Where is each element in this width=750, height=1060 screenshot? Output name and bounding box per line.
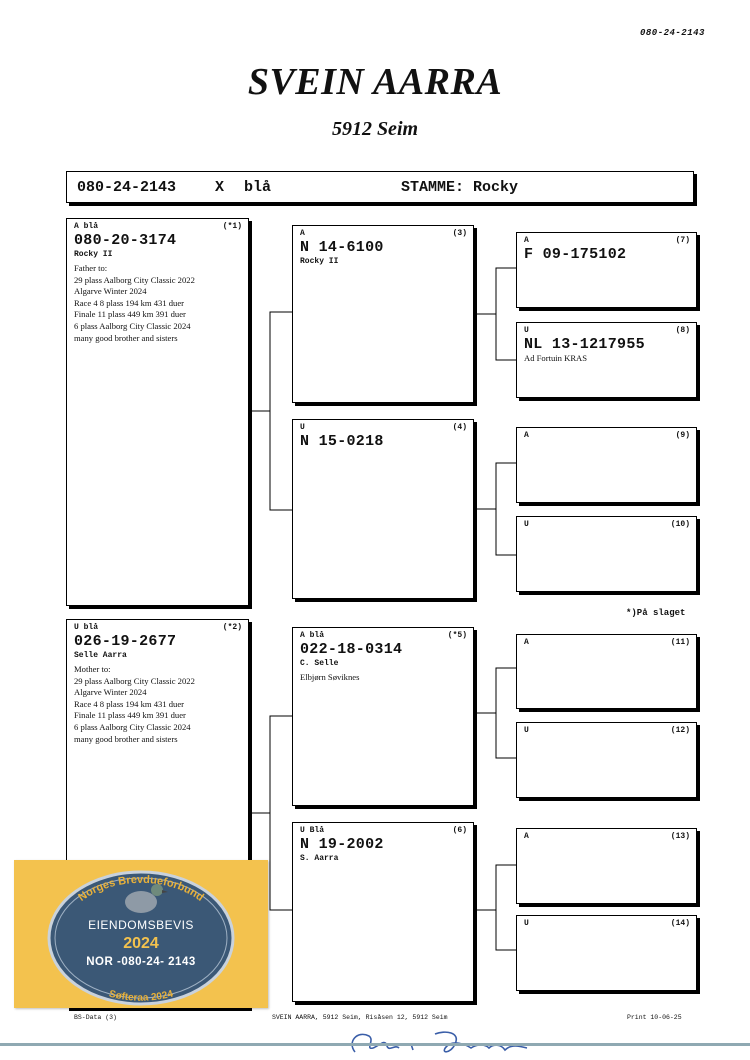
bird-sex-color: U Blå [300,826,325,835]
owner-address: 5912 Seim [331,118,419,140]
pedigree-box-13 [516,828,697,904]
bird-reference: (7) [675,236,690,245]
pedigree-box-sire [66,218,249,606]
ownership-sticker [14,860,268,1008]
pedigree-box-12 [516,722,697,798]
bird-sex-color: A [524,638,529,647]
bird-reference: (8) [675,326,690,335]
bird-info: Ad Fortuin KRAS [524,353,588,363]
bird-sex-color: A [524,431,529,440]
bird-reference: (12) [670,726,690,735]
bird-name: Rocky II [300,257,339,266]
bird-sex-color: U blå [74,623,99,632]
bird-sex-color: U [524,726,529,735]
bird-name: Selle Aarra [74,651,127,660]
sticker-ring-number: NOR -080-24- 2143 [86,956,196,968]
signature-image [335,1024,535,1060]
footer-software: BS-Data (3) [74,1014,117,1021]
bird-ring-number: N 15-0218 [300,433,384,450]
sticker-bottom-text: Søfteraa 2024 [107,988,175,1004]
bird-reference: (*2) [222,623,242,632]
bird-sex-color: A [524,832,529,841]
bird-reference: (*1) [222,222,242,231]
bird-sex-color: A [300,229,305,238]
pedigree-box-4 [292,419,474,599]
bird-reference: (4) [452,423,467,432]
bird-reference: (3) [452,229,467,238]
bird-reference: (6) [452,826,467,835]
bird-reference: (*5) [447,631,467,640]
bird-reference: (11) [670,638,690,647]
pedigree-box-10 [516,516,697,592]
bird-sex-color: U [524,919,529,928]
document-code: 080-24-2143 [640,28,705,38]
sticker-year: 2024 [123,935,159,952]
bird-ring-number: N 19-2002 [300,836,384,853]
sticker-title: EIENDOMSBEVIS [88,918,194,932]
bird-ring-number: NL 13-1217955 [524,336,645,353]
bird-reference: (14) [670,919,690,928]
header-color: blå [244,179,272,196]
bird-ring-number: F 09-175102 [524,246,627,263]
pedigree-box-5 [292,627,474,806]
bird-reference: (9) [675,431,690,440]
pedigree-box-14 [516,915,697,991]
bird-info: Elbjørn Søviknes [300,672,360,682]
pedigree-box-3 [292,225,474,403]
bird-info: Mother to: 29 plass Aalborg City Classic 2022 Algarve Winter 2024 Race 4 8 plass 194 km 431 duer Finale 11 plass 449 km 391 duer 6 plass Aalborg City Classic 2024 many good brother and sisters [74,664,195,744]
footer-print-date: Print 10-06-25 [627,1014,682,1021]
header-cross-symbol: X [215,179,225,196]
bird-sex-color: U [524,520,529,529]
bird-name: C. Selle [300,659,339,668]
sticker-org: Norges Brevdueforbund [76,873,206,904]
bird-ring-number: 022-18-0314 [300,641,403,658]
pedigree-box-8 [516,322,697,398]
pedigree-box-11 [516,634,697,709]
bird-info: Father to: 29 plass Aalborg City Classic 2022 Algarve Winter 2024 Race 4 8 plass 194 km 431 duer Finale 11 plass 449 km 391 duer 6 plass Aalborg City Classic 2024 many good brother and sisters [74,263,195,343]
bird-ring-number: 080-20-3174 [74,232,177,249]
bird-name: S. Aarra [300,854,339,863]
bird-ring-number: 026-19-2677 [74,633,177,650]
bird-ring-number: N 14-6100 [300,239,384,256]
pedigree-box-9 [516,427,697,503]
bird-sex-color: A [524,236,529,245]
header-strain: STAMME: Rocky [401,179,519,196]
bird-reference: (10) [670,520,690,529]
bird-name: Rocky II [74,250,113,259]
bird-sex-color: U [524,326,529,335]
bird-sex-color: A blå [74,222,99,231]
bird-sex-color: U [300,423,305,432]
on-loft-note: *)På slaget [626,608,686,618]
pedigree-box-7 [516,232,697,308]
bottom-rule [0,1043,750,1046]
header-ring-number: 080-24-2143 [77,179,177,196]
pedigree-box-6 [292,822,474,1002]
footer-owner-address: SVEIN AARRA, 5912 Seim, Risåsen 12, 5912 Seim [272,1014,448,1021]
bird-reference: (13) [670,832,690,841]
bird-sex-color: A blå [300,631,325,640]
owner-name: SVEIN AARRA [247,61,503,103]
